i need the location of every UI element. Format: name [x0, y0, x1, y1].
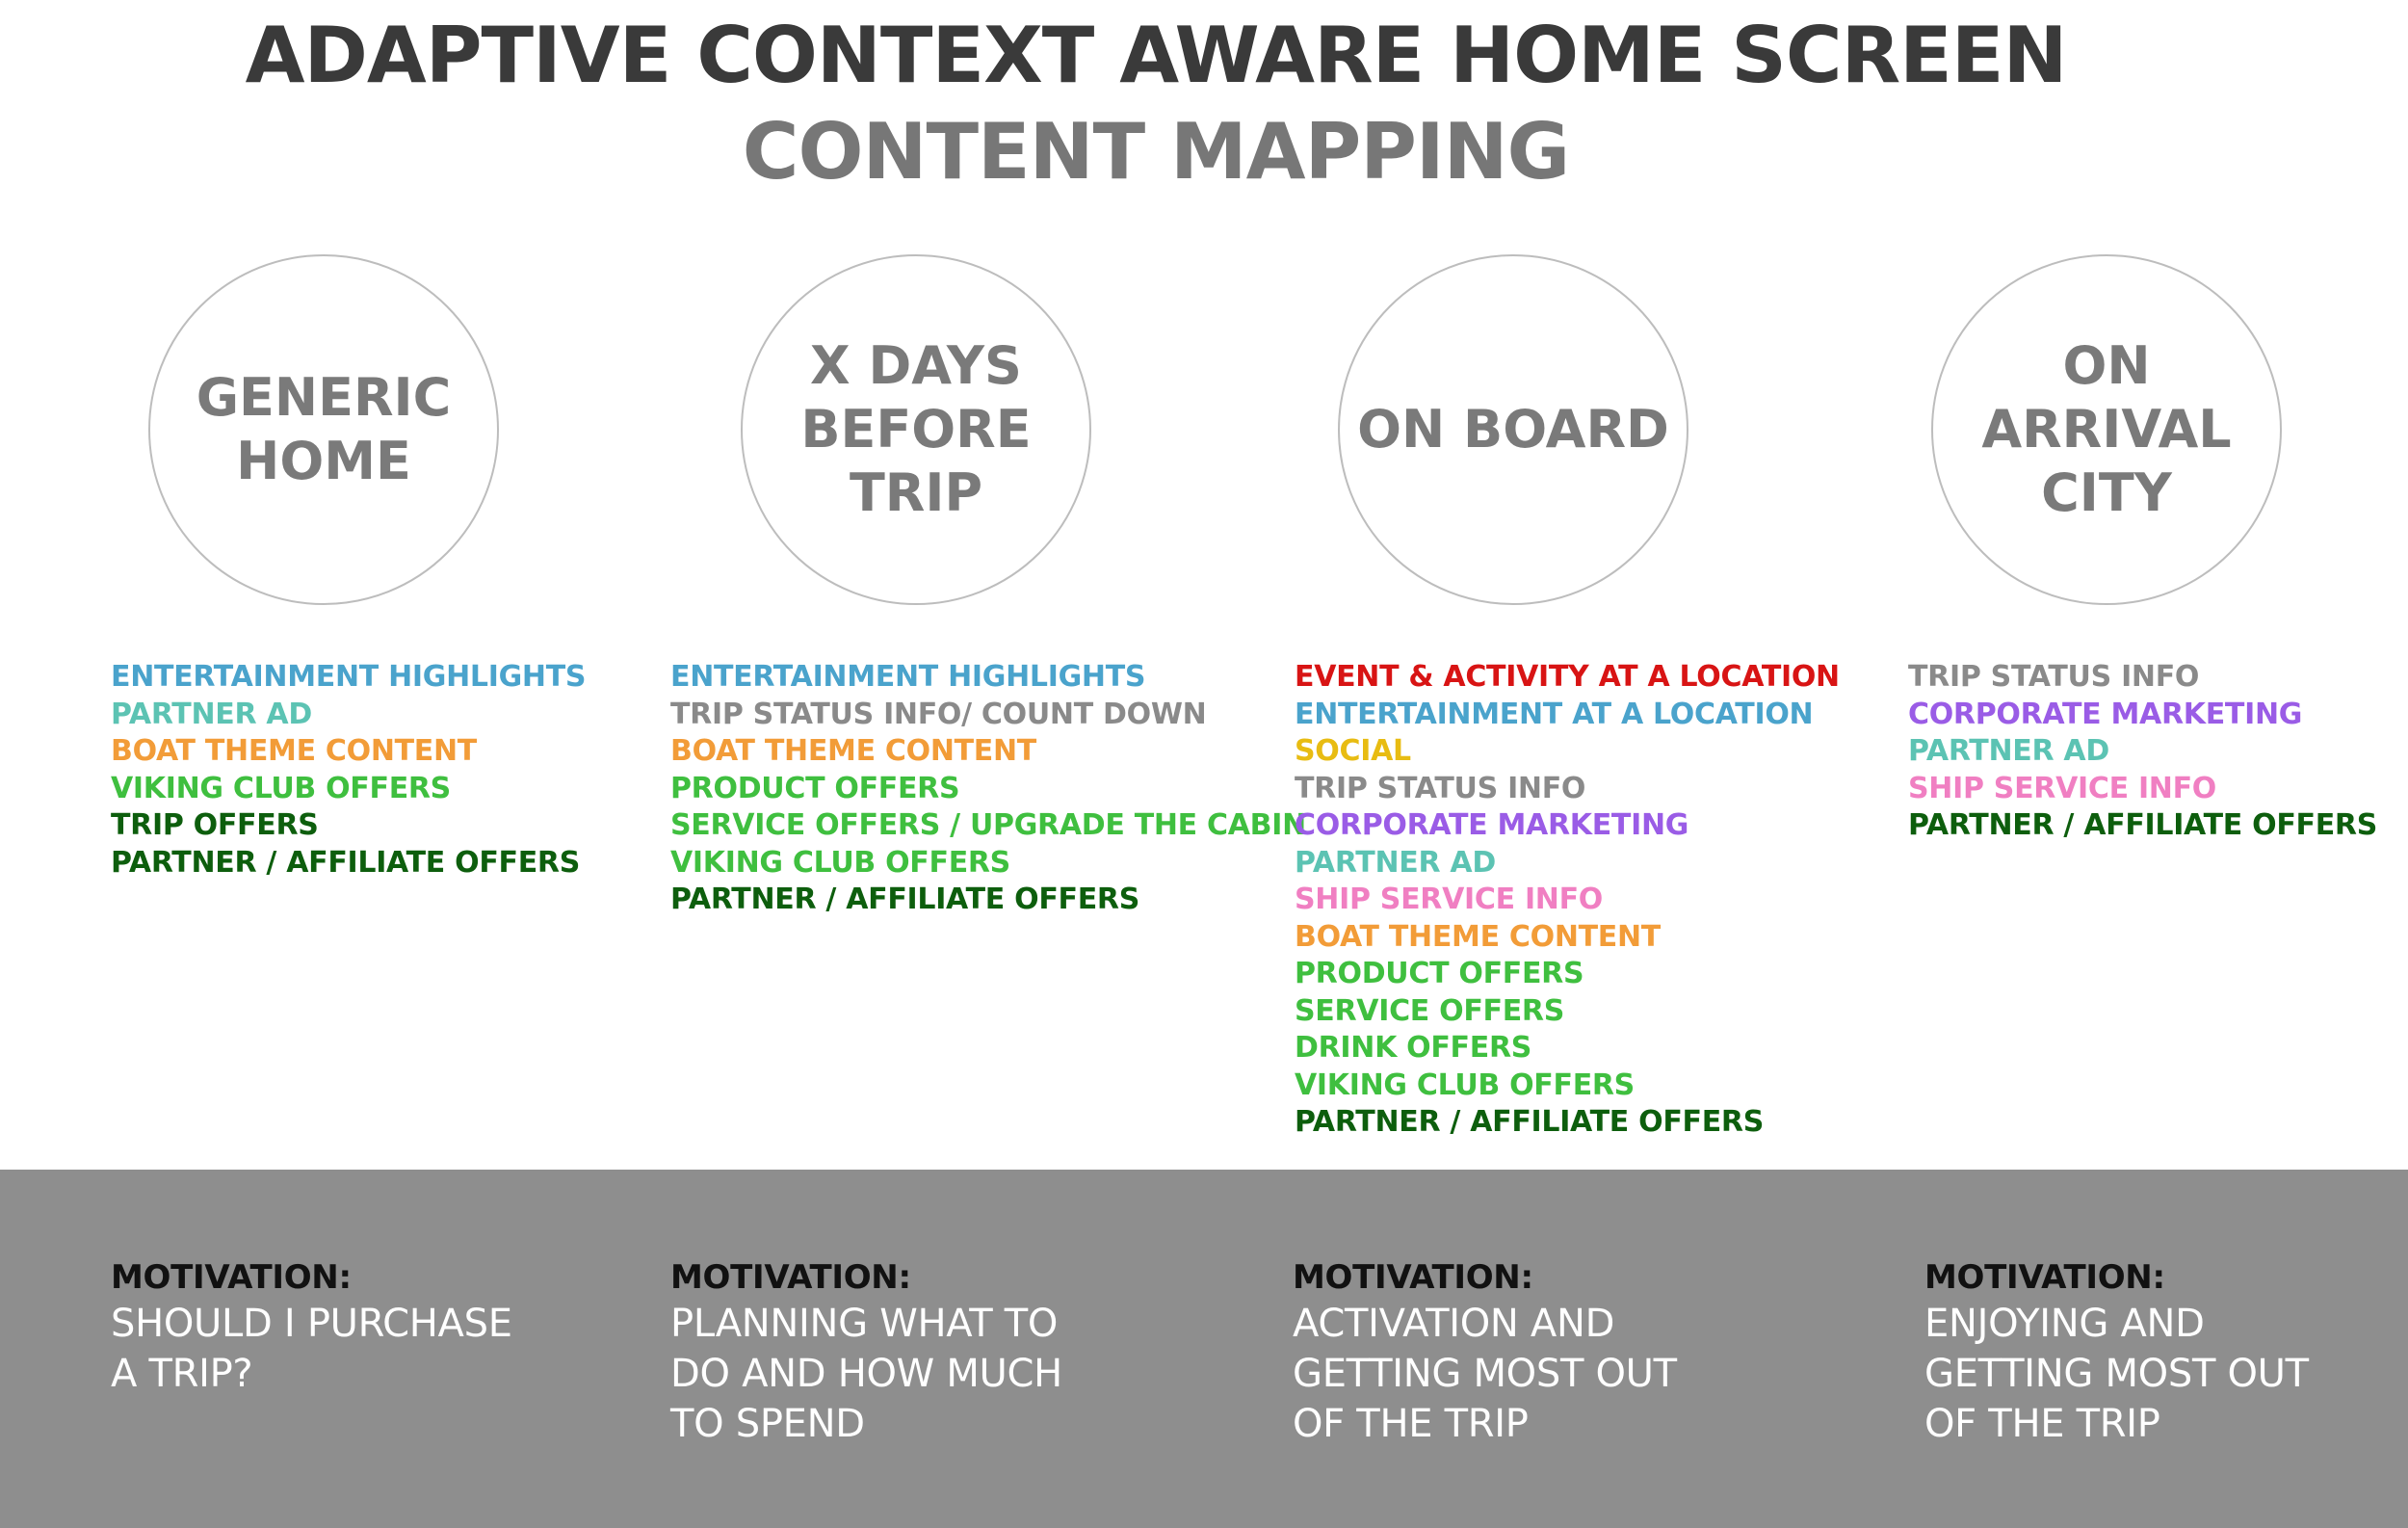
content-item: VIKING CLUB OFFERS [1295, 1067, 1635, 1102]
content-item: ENTERTAINMENT HIGHLIGHTS [111, 660, 587, 694]
page-subtitle: CONTENT MAPPING [742, 107, 1570, 197]
content-item: TRIP OFFERS [111, 808, 319, 842]
content-item: SERVICE OFFERS / UPGRADE THE CABIN [670, 808, 1306, 842]
content-item: VIKING CLUB OFFERS [670, 845, 1010, 880]
content-item: PARTNER / AFFILIATE OFFERS [1908, 808, 2378, 842]
content-item: VIKING CLUB OFFERS [111, 771, 451, 805]
content-item: PRODUCT OFFERS [670, 771, 960, 805]
content-item: ENTERTAINMENT AT A LOCATION [1295, 697, 1814, 731]
context-label: ON BOARD [1357, 399, 1669, 460]
content-item: PARTNER / AFFILIATE OFFERS [111, 845, 581, 880]
context-circle-on-board [1338, 254, 1688, 605]
motivation-generic-home [111, 1258, 512, 1399]
content-item: CORPORATE MARKETING [1295, 808, 1689, 842]
content-item: SHIP SERVICE INFO [1908, 771, 2217, 805]
content-item: EVENT & ACTIVITY AT A LOCATION [1295, 660, 1840, 694]
context-label: X DAYS BEFORE TRIP [800, 335, 1032, 523]
content-item: TRIP STATUS INFO [1908, 660, 2200, 694]
motivation-text: SHOULD I PURCHASE A TRIP? [111, 1302, 512, 1396]
motivation-text: PLANNING WHAT TO DO AND HOW MUCH TO SPEND [670, 1302, 1062, 1446]
content-item: PARTNER / AFFILIATE OFFERS [670, 883, 1140, 916]
content-list-on-board [1295, 659, 1840, 1142]
content-list-x-days-before-trip [670, 659, 1306, 919]
context-circle-on-arrival-city [1931, 254, 2282, 605]
motivation-heading: MOTIVATION: [1293, 1258, 1533, 1297]
motivation-x-days-before-trip [670, 1258, 1062, 1449]
content-item: ENTERTAINMENT HIGHLIGHTS [670, 660, 1146, 694]
content-list-generic-home [111, 659, 586, 882]
context-label: GENERIC HOME [196, 367, 452, 491]
content-item: SERVICE OFFERS [1295, 993, 1565, 1028]
page-title: ADAPTIVE CONTEXT AWARE HOME SCREEN [245, 11, 2067, 100]
motivation-heading: MOTIVATION: [1924, 1258, 2165, 1297]
content-item: SOCIAL [1295, 734, 1411, 768]
content-item: PARTNER AD [1295, 845, 1496, 880]
content-item: PARTNER / AFFILIATE OFFERS [1295, 1105, 1765, 1139]
content-item: BOAT THEME CONTENT [111, 734, 477, 768]
content-list-on-arrival-city [1908, 659, 2377, 845]
content-item: SHIP SERVICE INFO [1295, 883, 1604, 916]
content-item: PARTNER AD [1908, 734, 2109, 768]
context-label: ON ARRIVAL CITY [1981, 335, 2232, 523]
content-item: TRIP STATUS INFO/ COUNT DOWN [670, 697, 1207, 731]
content-item: TRIP STATUS INFO [1295, 771, 1586, 805]
content-item: PRODUCT OFFERS [1295, 957, 1584, 990]
motivation-on-board [1293, 1258, 1677, 1449]
motivation-on-arrival-city [1924, 1258, 2309, 1449]
content-item: BOAT THEME CONTENT [1295, 919, 1661, 954]
motivation-heading: MOTIVATION: [111, 1258, 352, 1297]
content-item: PARTNER AD [111, 697, 312, 731]
content-item: CORPORATE MARKETING [1908, 697, 2303, 731]
context-circle-x-days-before-trip [741, 254, 1091, 605]
motivation-heading: MOTIVATION: [670, 1258, 911, 1297]
content-item: BOAT THEME CONTENT [670, 734, 1036, 768]
context-circle-generic-home [148, 254, 499, 605]
motivation-text: ENJOYING AND GETTING MOST OUT OF THE TRIP [1924, 1302, 2309, 1446]
content-item: DRINK OFFERS [1295, 1031, 1532, 1065]
motivation-text: ACTIVATION AND GETTING MOST OUT OF THE TRIP [1293, 1302, 1677, 1446]
